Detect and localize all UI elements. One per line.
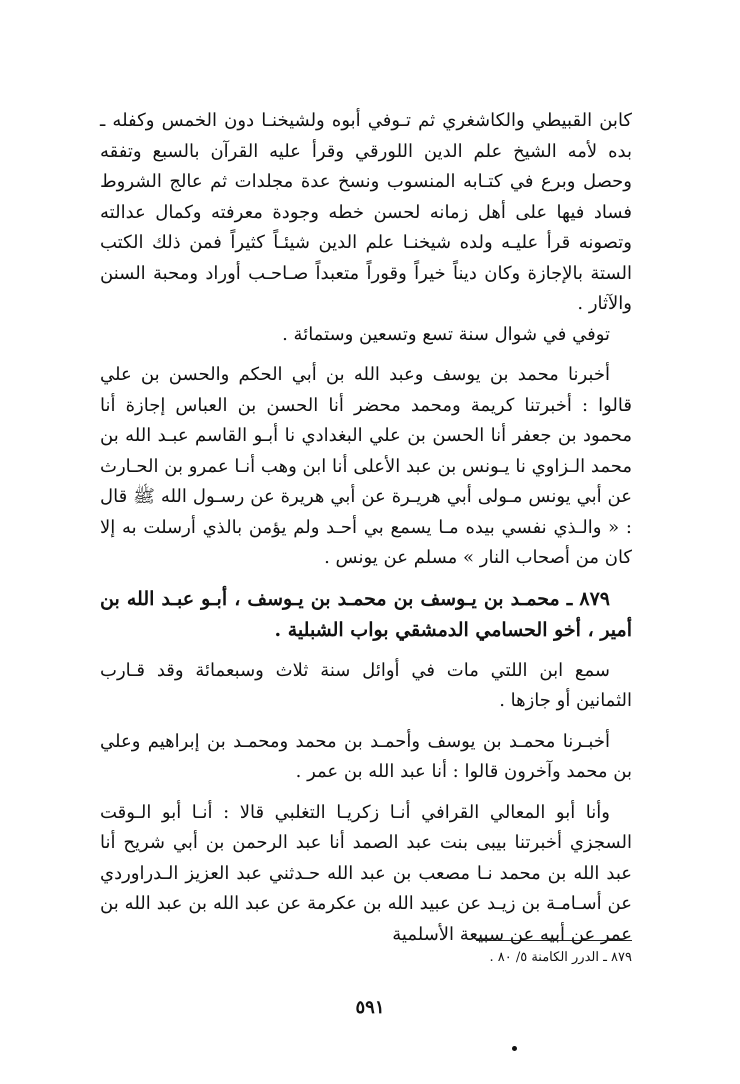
footnote: ٨٧٩ ـ الدرر الكامنة ٥/ ٨٠ . [489,950,632,965]
paragraph-hadith-chain-2: أخبـرنا محمـد بن يوسف وأحمـد بن محمد ومحمـد بن إبراهيم وعلي بن محمد وآخرون قالوا : أنا عبد الله بن عمر . [100,730,632,782]
paragraph-hadith-chain-3: وأنا أبو المعالي القرافي أنـا زكريـا التغلبي قالا : أنـا أبو الـوقت السجزي أخبرتنا بيبى بنت عبد الصمد أنا عبد الرحمن بن أبي شريح أنا عبد الله بن محمد نـا مصعب بن عبد الله حـدثني عبد العزيز الـدراوردي عن أسـامـة بن زيـد عن عبيد الله بن عكرمة عن عبد الله بن عبد الله بن عمر عن أبيه عن سبيعة الأسلمية [100,801,632,945]
paragraph-death-date: توفي في شوال سنة تسع وتسعين وستمائة . [282,323,610,345]
footnote-divider [476,940,632,941]
paragraph-hadith-chain-1: أخبرنا محمد بن يوسف وعبد الله بن أبي الحكم والحسن بن علي قالوا : أخبرتنا كريمة ومحمد محضر أنا الحسن بن العباس إجازة أنا محمود بن جعفر أنا الحسن بن علي البغدادي نا أبـو القاسم عبـد الله بن محمد الـزاوي نا يـونس بن عبد الأعلى أنا ابن وهب أنـا عمرو بن الحـارث عن أبي يونس مـولى أبي هريـرة عن أبي هريرة عن رسـول الله ﷺ قال : « والـذي نفسي بيده مـا يسمع بي أحـد ولم يؤمن بالذي أرسلت به إلا كان من أصحاب النار » مسلم عن يونس . [100,364,632,568]
page-number: ٥٩١ [355,997,385,1018]
entry-heading-879: ٨٧٩ ـ محمـد بن يـوسف بن محمـد بن يـوسف ، أبـو عبـد الله بن أمير ، أخو الحسامي الدمشقي بواب الشبلية . [100,587,632,641]
page-body [100,106,632,950]
paragraph-hearing: سمع ابن اللتي مات في أوائل سنة ثلاث وسبعمائة وقد قـارب الثمانين أو جازها . [100,659,632,711]
ink-dot [512,1046,517,1051]
paragraph-biography: كابن القبيطي والكاشغري ثم تـوفي أبوه ولشيخنـا دون الخمس وكفله ـ بده لأمه الشيخ علم الدين اللورقي وقرأ عليه القرآن بالسبع وتفقه وحصل وبرع في كتـابه المنسوب ونسخ عدة مجلدات ثم عالج الشروط فساد فيها على أهل زمانه لحسن خطه وجودة معرفته وكمال عدالته وتصونه قرأ عليـه ولده شيخنـا علم الدين شيئـاً كثيراً فمن ذلك الكتب الستة بالإجازة وكان ديناً خيراً وقوراً متعبداً صـاحـب أوراد ومحبة السنن والآثار . [100,110,632,314]
